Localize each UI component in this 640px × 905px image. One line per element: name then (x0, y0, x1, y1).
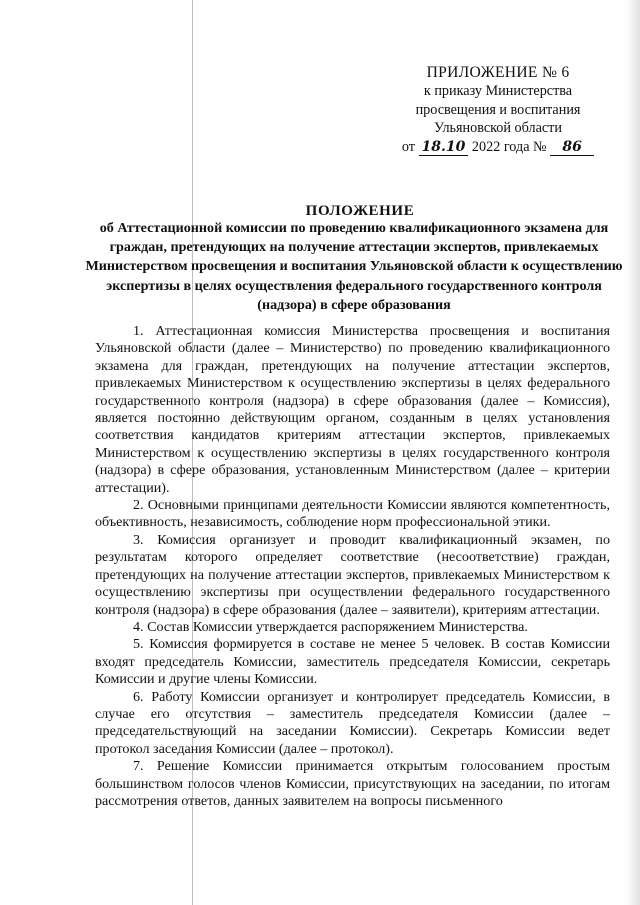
handwritten-number: 86 (550, 140, 594, 156)
document-body (95, 323, 610, 810)
paragraph-5: 5. Комиссия формируется в составе не менее 5 человек. В состав Комиссии входят председатель Комиссии, заместитель председателя Комиссии, секретарь Комиссии и другие члены Комиссии. (95, 636, 610, 688)
paragraph-2: 2. Основными принципами деятельности Комиссии являются компетентность, объективность, независимость, соблюдение норм профессиональной этики. (95, 497, 610, 531)
appendix-header (398, 64, 598, 156)
appendix-date-line (398, 138, 598, 156)
document-title: ПОЛОЖЕНИЕ (305, 203, 415, 219)
appendix-line-3: Ульяновской области (434, 120, 562, 137)
paragraph-3: 3. Комиссия организует и проводит квалификационный экзамен, по результатам которого определяет соответствие (несоответствие) граждан, претендующих на получение аттестации экспертов, привлекаемых Министерством к осуществлению экспертизы при осуществлении федерального государственного контроля (надзора) в сфере образования (далее – заявители), критериям аттестации. (95, 531, 610, 618)
paragraph-4: 4. Состав Комиссии утверждается распоряжением Министерства. (133, 618, 528, 635)
appendix-line-1: к приказу Министерства (423, 83, 573, 100)
document-subtitle: об Аттестационной комиссии по проведению квалификационного экзамена для граждан, претендующих на получение аттестации экспертов, привлекаемых Министерством просвещения и воспитания Ульяновской области к осуществлению экспертизы в целях осуществления федерального государственного контроля (надзора) в сфере образования (85, 220, 623, 313)
paragraph-1: 1. Аттестационная комиссия Министерства просвещения и воспитания Ульяновской области (далее – Министерство) по проведению квалификационного экзамена для граждан, претендующих на получение аттестации экспертов, привлекаемых Министерством к осуществлению экспертизы в целях федерального государственного контроля (надзора) в сфере образования (далее – Комиссия), является постоянно действующим органом, созданным в целях установления соответствия кандидатов критериям аттестации экспертов, привлекаемых Министерством к осуществлению экспертизы в целях государственного контроля (надзора) в сфере образования, установленным Министерством (далее – критерии аттестации). (95, 323, 610, 496)
appendix-title: ПРИЛОЖЕНИЕ № 6 (426, 64, 570, 81)
handwritten-date: 18.10 (419, 140, 469, 156)
paragraph-6: 6. Работу Комиссии организует и контролирует председатель Комиссии, в случае его отсутствия – заместитель председателя Комиссии (далее – председательствующий на заседании Комиссии). Секретарь Комиссии ведет протокол заседания Комиссии (далее – протокол). (95, 688, 610, 757)
appendix-line-2: просвещения и воспитания (415, 101, 581, 118)
date-middle: 2022 года № (471, 138, 547, 155)
paragraph-7: 7. Решение Комиссии принимается открытым голосованием простым большинством голосов членов Комиссии, присутствующих на заседании, по итогам рассмотрения ответов, данных заявителем на вопросы письменного (95, 758, 610, 809)
date-prefix: от (401, 138, 415, 155)
page-edge-shadow (626, 0, 640, 905)
